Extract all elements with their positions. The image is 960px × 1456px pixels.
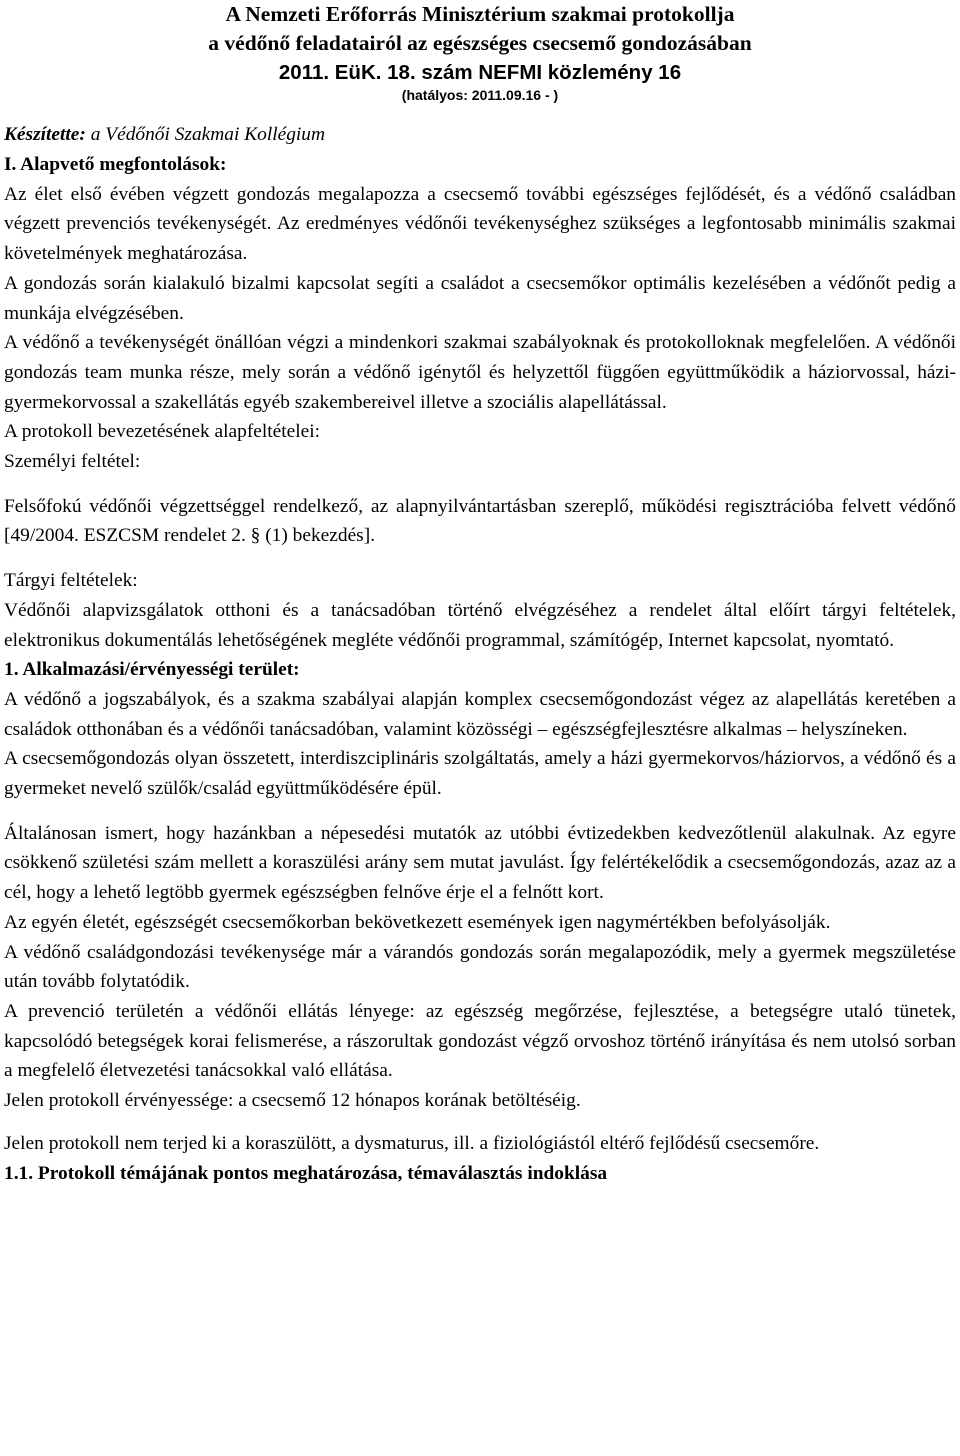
paragraph-9: A védőnő a jogszabályok, és a szakma szabályai alapján komplex csecsemőgondozást végez az alapellátás keretében a családok otthonában és a védőnői tanácsadóban, valamint közösségi – egészségfejlesztésre alkalmas – helyszíneken. <box>4 688 956 740</box>
paragraph-8: Védőnői alapvizsgálatok otthoni és a tanácsadóban történő elvégzéséhez a rendelet által előírt tárgyi feltételek, elektronikus dokumentálás lehetőségének megléte védőnői programmal, számítógép, Internet kapcsolat, nyomtató. <box>4 599 956 651</box>
paragraph-4: A protokoll bevezetésének alapfeltételei: <box>4 421 321 443</box>
paragraph-6: Felsőfokú védőnői végzettséggel rendelkező, az alapnyilvántartásban szereplő, működési regisztrációba felvett védőnő [49/2004. ESZCSM rendelet 2. § (1) bekezdés]. <box>4 495 956 547</box>
paragraph-5: Személyi feltétel: <box>4 451 141 473</box>
doc-title-line3: 2011. EüK. 18. szám NEFMI közlemény 16 <box>278 61 682 84</box>
paragraph-3: A védőnő a tevékenységét önállóan végzi a mindenkori szakmai szabályoknak és protokolloknak megfelelően. A védőnői gondozás team munka része, mely során a védőnő igénytől és helyzettől függően együttműködik a háziorvossal, házi-gyermekorvossal a szakellátás egyéb szakembereivel illetve a szociális alapellátással. <box>4 332 956 413</box>
paragraph-15: Jelen protokoll érvényessége: a csecsemő 12 hónapos korának betöltéséig. <box>4 1090 581 1112</box>
paragraph-11: Általánosan ismert, hogy hazánkban a népesedési mutatók az utóbbi évtizedekben kedvezőtlenül alakulnak. Az egyre csökkenő születési szám mellett a koraszülési arány sem mutat javulást. Így felértékelődik a csecsemőgondozás, azaz az a cél, hogy a lehető legtöbb gyermek egészségben felnőve érje el a felnőtt kort. <box>4 822 956 904</box>
paragraph-2: A gondozás során kialakuló bizalmi kapcsolat segíti a családot a csecsemőkor optimális kezelésében a védőnőt pedig a munkája elvégzésében. <box>4 272 956 324</box>
doc-title-line1: A Nemzeti Erőforrás Minisztérium szakmai protokollja <box>225 2 735 26</box>
paragraph-10: A csecsemőgondozás olyan összetett, interdiszciplináris szolgáltatás, amely a házi gyermekorvos/háziorvos, a védőnő és a gyermeket nevelő szülők/család együttműködésére épül. <box>4 748 956 800</box>
doc-effective-date: (hatályos: 2011.09.16 - ) <box>401 87 559 103</box>
section-heading-3: 1.1. Protokoll témájának pontos meghatározása, témaválasztás indoklása <box>4 1162 608 1184</box>
paragraph-16: Jelen protokoll nem terjed ki a koraszülött, a dysmaturus, ill. a fiziológiástól eltérő fejlődésű csecsemőre. <box>4 1132 820 1154</box>
author-value: a Védőnői Szakmai Kollégium <box>90 124 325 145</box>
author-label: Készítette: <box>4 124 86 145</box>
paragraph-14: A prevenció területén a védőnői ellátás lényege: az egészség megőrzése, fejlesztése, a betegségre utaló tünetek, kapcsolódó betegségek korai felismerése, a rászorultak gondozást végző orvoshoz történő irányítása és nem utolsó sorban a megfelelő életvezetési tanácsokkal való ellátása. <box>4 1000 956 1082</box>
doc-title-line2: a védőnő feladatairól az egészséges csecsemő gondozásában <box>208 31 752 55</box>
paragraph-12: Az egyén életét, egészségét csecsemőkorban bekövetkezett események igen nagymértékben befolyásolják. <box>4 911 831 933</box>
section-heading-2: 1. Alkalmazási/érvényességi terület: <box>4 659 300 681</box>
author-line <box>4 120 956 150</box>
paragraph-13: A védőnő családgondozási tevékenysége már a várandós gondozás során megalapozódik, mely a gyermek megszületése után tovább folytatódik. <box>4 941 956 993</box>
paragraph-7: Tárgyi feltételek: <box>4 570 138 592</box>
section-heading-1: I. Alapvető megfontolások: <box>4 154 227 175</box>
paragraph-1: Az élet első évében végzett gondozás megalapozza a csecsemő további egészséges fejlődését, és a védőnő családban végzett prevenciós tevékenységét. Az eredményes védőnői tevékenységhez szükséges a legfontosabb minimális szakmai követelmények meghatározása. <box>4 183 956 265</box>
